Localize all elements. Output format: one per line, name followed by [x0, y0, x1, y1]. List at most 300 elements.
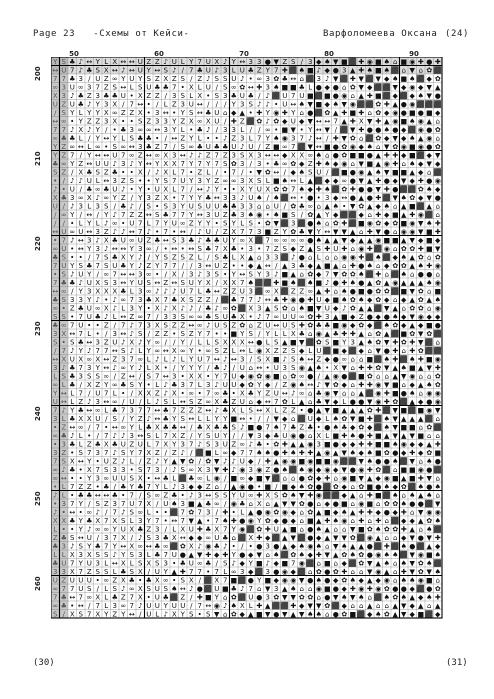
stitch-symbol: L	[62, 483, 66, 491]
stitch-symbol: ▼	[427, 364, 433, 372]
stitch-symbol: ■	[400, 168, 407, 176]
stitch-symbol: 7	[189, 287, 193, 295]
stitch-symbol: Y	[256, 381, 262, 389]
stitch-symbol: ∞	[197, 559, 203, 567]
stitch-symbol: ⬛	[416, 541, 425, 550]
stitch-symbol: •	[87, 321, 91, 329]
stitch-symbol: 3	[172, 372, 176, 380]
stitch-symbol: ▼	[282, 593, 288, 601]
stitch-symbol: ⬛	[314, 91, 323, 100]
stitch-symbol: ◉	[248, 372, 254, 380]
stitch-symbol: ♣	[154, 551, 160, 559]
stitch-symbol: L	[164, 100, 168, 108]
stitch-symbol: Y	[69, 160, 75, 168]
stitch-symbol: ⌂	[402, 491, 406, 499]
stitch-symbol: Z	[95, 381, 100, 389]
stitch-symbol: ∞	[129, 151, 135, 159]
stitch-symbol: ♣	[129, 576, 135, 584]
stitch-symbol: ✿	[282, 398, 288, 406]
stitch-symbol: 3	[96, 92, 100, 100]
stitch-symbol: S	[147, 491, 152, 499]
stitch-symbol: ▼	[401, 610, 407, 618]
stitch-symbol: ✿	[375, 296, 381, 304]
stitch-symbol: ✚	[392, 338, 398, 346]
stitch-symbol: Z	[197, 406, 202, 414]
stitch-symbol: •	[266, 211, 270, 219]
stitch-symbol: ◉	[367, 58, 373, 66]
stitch-symbol: ✿	[341, 185, 347, 193]
stitch-symbol: 3	[215, 440, 219, 448]
stitch-symbol: Y	[171, 440, 177, 448]
stitch-symbol: Y	[256, 517, 262, 525]
stitch-symbol: ✿	[367, 525, 373, 533]
stitch-symbol: ↔	[52, 228, 58, 236]
stitch-symbol: ⌂	[436, 211, 440, 219]
stitch-symbol: ♪	[249, 440, 253, 448]
stitch-symbol: U	[223, 440, 228, 448]
stitch-symbol: ♣	[231, 211, 237, 219]
stitch-symbol: 7	[121, 406, 125, 414]
stitch-symbol: /	[105, 330, 108, 338]
stitch-symbol: ♣	[299, 228, 305, 236]
stitch-symbol: ⌂	[215, 483, 219, 491]
stitch-symbol: ♪	[223, 457, 227, 465]
stitch-symbol: S	[257, 355, 262, 363]
stitch-symbol: ♣	[112, 406, 118, 414]
stitch-symbol: Y	[129, 279, 135, 287]
stitch-symbol: ♠	[401, 500, 407, 508]
stitch-symbol: L	[155, 610, 159, 618]
stitch-symbol: •	[70, 253, 74, 261]
stitch-symbol: ⬛	[272, 533, 281, 542]
stitch-symbol: ♪	[70, 126, 74, 134]
stitch-symbol: ◆	[333, 508, 339, 516]
stitch-symbol: U	[172, 58, 177, 66]
stitch-symbol: 7	[155, 440, 159, 448]
stitch-symbol: ▲	[410, 296, 416, 304]
stitch-symbol: Y	[146, 338, 152, 346]
stitch-symbol: ▲	[172, 568, 178, 576]
stitch-symbol: ∞	[78, 83, 84, 91]
stitch-symbol: L	[130, 517, 134, 525]
stitch-symbol: ▲	[308, 245, 314, 253]
stitch-symbol: ◆	[393, 253, 399, 261]
stitch-symbol: ♣	[222, 406, 228, 414]
stitch-symbol: 3	[325, 194, 329, 202]
stitch-symbol: L	[198, 338, 202, 346]
stitch-symbol: Z	[274, 245, 279, 253]
stitch-symbol: ↔	[86, 406, 92, 414]
stitch-symbol: ⌂	[300, 585, 304, 593]
stitch-symbol: ♠	[401, 253, 407, 261]
stitch-symbol: ♪	[325, 279, 329, 287]
stitch-symbol: ∞	[61, 211, 67, 219]
stitch-symbol: ✿	[435, 381, 441, 389]
stitch-symbol: L	[164, 355, 168, 363]
stitch-symbol: ⬛	[433, 524, 442, 533]
stitch-symbol: 3	[96, 245, 100, 253]
stitch-symbol: Z	[180, 117, 185, 125]
stitch-symbol: L	[138, 347, 142, 355]
stitch-symbol: ♪	[206, 185, 210, 193]
stitch-symbol: L	[104, 58, 108, 66]
stitch-symbol: ✚	[392, 160, 398, 168]
stitch-symbol: 7	[87, 610, 91, 618]
stitch-symbol: X	[87, 415, 92, 423]
stitch-symbol: ▲	[325, 372, 331, 380]
stitch-symbol: •	[240, 262, 244, 270]
stitch-symbol: ■	[281, 211, 288, 219]
stitch-symbol: U	[155, 593, 160, 601]
stitch-symbol: ♠	[299, 304, 305, 312]
stitch-symbol: ♪	[172, 466, 176, 474]
stitch-symbol: 7	[147, 406, 151, 414]
stitch-symbol: ■	[349, 474, 356, 482]
stitch-symbol: ▲	[393, 602, 399, 610]
stitch-symbol: Y	[180, 338, 186, 346]
stitch-symbol: ▼	[410, 66, 416, 74]
stitch-symbol: 3	[240, 177, 244, 185]
stitch-symbol: U	[291, 313, 296, 321]
stitch-symbol: ♪	[104, 219, 108, 227]
stitch-symbol: Z	[104, 228, 109, 236]
stitch-symbol: ✿	[418, 347, 424, 355]
stitch-symbol: ↔	[120, 245, 126, 253]
stitch-symbol: ◉	[231, 500, 237, 508]
stitch-symbol: ▼	[410, 287, 416, 295]
stitch-symbol: ▼	[342, 449, 348, 457]
stitch-symbol: ●	[367, 313, 373, 321]
stitch-symbol: ♠	[316, 610, 322, 618]
stitch-symbol: ■	[426, 236, 433, 244]
stitch-symbol: ∞	[205, 534, 211, 542]
stitch-symbol: ⬛	[391, 329, 400, 338]
stitch-symbol: ∞	[154, 347, 160, 355]
stitch-symbol: S	[113, 415, 118, 423]
stitch-symbol: ◆	[308, 185, 314, 193]
stitch-symbol: ♪	[96, 194, 100, 202]
stitch-symbol: ✿	[375, 466, 381, 474]
stitch-symbol: ▲	[333, 551, 339, 559]
stitch-symbol: L	[189, 92, 193, 100]
stitch-symbol: •	[147, 381, 151, 389]
stitch-symbol: ◉	[316, 330, 322, 338]
stitch-symbol: U	[53, 398, 58, 406]
stitch-symbol: ↔	[265, 296, 271, 304]
stitch-symbol: ●	[307, 109, 313, 117]
stitch-symbol: ●	[435, 321, 441, 329]
stitch-symbol: 3	[96, 338, 100, 346]
stitch-symbol: Y	[205, 160, 211, 168]
stitch-symbol: ∞	[307, 287, 313, 295]
stitch-symbol: ✚	[222, 508, 228, 516]
stitch-symbol: 3	[266, 568, 270, 576]
stitch-symbol: Z	[291, 406, 296, 414]
stitch-symbol: ♪	[130, 347, 134, 355]
stitch-symbol: ●	[350, 287, 356, 295]
stitch-symbol: ▲	[342, 406, 348, 414]
stitch-symbol: ◆	[401, 517, 407, 525]
stitch-symbol: /	[139, 457, 142, 465]
stitch-symbol: ⌂	[317, 593, 321, 601]
stitch-symbol: 3	[79, 296, 83, 304]
stitch-symbol: U	[138, 236, 143, 244]
stitch-symbol: ▼	[274, 58, 280, 66]
stitch-symbol: S	[121, 347, 126, 355]
stitch-symbol: •	[198, 347, 202, 355]
stitch-symbol: Y	[86, 245, 92, 253]
stitch-symbol: ♠	[384, 423, 390, 431]
stitch-symbol: ♠	[256, 449, 262, 457]
stitch-symbol: ⌂	[393, 466, 397, 474]
stitch-symbol: ⬛	[255, 567, 264, 576]
stitch-symbol: ♣	[341, 423, 347, 431]
stitch-symbol: 7	[79, 313, 83, 321]
stitch-symbol: ●	[392, 449, 398, 457]
stitch-symbol: L	[113, 313, 117, 321]
stitch-symbol: ●	[256, 542, 262, 550]
stitch-symbol: ♣	[214, 236, 220, 244]
stitch-symbol: ◆	[401, 126, 407, 134]
stitch-symbol: ♠	[299, 483, 305, 491]
stitch-symbol: ●	[384, 347, 390, 355]
stitch-symbol: /	[326, 168, 329, 176]
stitch-symbol: /	[216, 508, 219, 516]
stitch-symbol: ⬛	[399, 397, 408, 406]
stitch-symbol: ♣	[222, 398, 228, 406]
stitch-symbol: Y	[180, 202, 186, 210]
stitch-symbol: L	[147, 440, 151, 448]
stitch-symbol: ♠	[426, 593, 432, 601]
stitch-symbol: ●	[401, 109, 407, 117]
stitch-symbol: 7	[62, 236, 66, 244]
row-label-200: 200	[34, 71, 42, 81]
stitch-symbol: ▼	[248, 432, 254, 440]
stitch-symbol: ▲	[291, 610, 297, 618]
stitch-symbol: ♠	[316, 236, 322, 244]
stitch-symbol: ▲	[367, 168, 373, 176]
stitch-symbol: 3	[198, 177, 202, 185]
stitch-symbol: S	[79, 542, 84, 550]
stitch-symbol: 7	[172, 406, 176, 414]
stitch-symbol: ⬛	[433, 99, 442, 108]
stitch-symbol: ♣	[171, 423, 177, 431]
stitch-symbol: ♪	[79, 66, 83, 74]
stitch-symbol: ↔	[197, 185, 203, 193]
stitch-symbol: ♪	[79, 279, 83, 287]
stitch-symbol: ▼	[435, 245, 441, 253]
stitch-symbol: ♣	[78, 92, 84, 100]
stitch-symbol: Z	[282, 347, 287, 355]
stitch-symbol: S	[181, 313, 186, 321]
stitch-symbol: 3	[240, 355, 244, 363]
stitch-symbol: ●	[324, 423, 330, 431]
stitch-symbol: L	[147, 398, 151, 406]
stitch-symbol: U	[87, 304, 92, 312]
stitch-symbol: ✚	[341, 279, 347, 287]
stitch-symbol: ∞	[95, 143, 101, 151]
stitch-symbol: X	[155, 321, 160, 329]
stitch-symbol: ⌂	[427, 372, 431, 380]
stitch-symbol: 7	[53, 126, 57, 134]
stitch-symbol: ♠	[384, 551, 390, 559]
stitch-symbol: /	[216, 296, 219, 304]
stitch-symbol: S	[291, 58, 296, 66]
stitch-symbol: S	[181, 279, 186, 287]
stitch-symbol: ↔	[316, 134, 322, 142]
stitch-symbol: •	[130, 168, 134, 176]
stitch-symbol: ⌂	[359, 602, 363, 610]
stitch-symbol: ⌂	[436, 134, 440, 142]
stitch-symbol: X	[248, 177, 253, 185]
stitch-symbol: ◆	[427, 151, 433, 159]
stitch-symbol: /	[80, 211, 83, 219]
stitch-symbol: ♪	[87, 347, 91, 355]
stitch-symbol: •	[53, 483, 57, 491]
stitch-symbol: ▲	[359, 304, 365, 312]
stitch-symbol: ⬛	[348, 57, 357, 66]
stitch-symbol: ♠	[358, 270, 364, 278]
stitch-symbol: 3	[62, 440, 66, 448]
stitch-symbol: ◉	[256, 211, 262, 219]
stitch-symbol: ◉	[307, 542, 313, 550]
stitch-symbol: L	[198, 83, 202, 91]
stitch-symbol: ♪	[189, 491, 193, 499]
stitch-symbol: X	[316, 432, 321, 440]
stitch-symbol: ◆	[333, 576, 339, 584]
stitch-symbol: Z	[231, 321, 236, 329]
stitch-symbol: /	[156, 313, 159, 321]
stitch-symbol: 3	[53, 568, 57, 576]
stitch-symbol: S	[138, 559, 143, 567]
stitch-symbol: ✚	[367, 364, 373, 372]
stitch-symbol: /	[258, 92, 261, 100]
stitch-symbol: ∞	[52, 245, 58, 253]
stitch-symbol: 3	[130, 432, 134, 440]
stitch-symbol: ♣	[171, 296, 177, 304]
stitch-symbol: ●	[256, 593, 262, 601]
stitch-symbol: ∞	[120, 602, 126, 610]
stitch-symbol: ⌂	[393, 58, 397, 66]
stitch-symbol: ■	[426, 551, 433, 559]
stitch-symbol: Y	[214, 185, 220, 193]
stitch-symbol: U	[121, 92, 126, 100]
stitch-symbol: ♠	[307, 610, 313, 618]
stitch-symbol: S	[215, 491, 220, 499]
stitch-symbol: U	[172, 551, 177, 559]
stitch-symbol: L	[96, 177, 100, 185]
stitch-symbol: •	[70, 449, 74, 457]
stitch-symbol: /	[190, 593, 193, 601]
stitch-symbol: Y	[171, 415, 177, 423]
stitch-symbol: Z	[282, 381, 287, 389]
stitch-symbol: ♣	[61, 534, 67, 542]
stitch-symbol: ♠	[290, 449, 296, 457]
stitch-symbol: S	[130, 474, 135, 482]
stitch-symbol: ✿	[350, 534, 356, 542]
stitch-symbol: ♣	[120, 381, 126, 389]
stitch-symbol: ⌂	[351, 517, 355, 525]
stitch-symbol: ♠	[324, 160, 330, 168]
stitch-symbol: X	[78, 168, 83, 176]
stitch-symbol: ↔	[69, 330, 75, 338]
stitch-symbol: 3	[172, 92, 176, 100]
stitch-symbol: /	[88, 253, 91, 261]
stitch-symbol: X	[121, 559, 126, 567]
stitch-symbol: ◆	[418, 160, 424, 168]
stitch-symbol: X	[95, 287, 100, 295]
stitch-symbol: ■	[409, 474, 416, 482]
stitch-symbol: ∞	[197, 313, 203, 321]
stitch-symbol: ✚	[367, 466, 373, 474]
stitch-symbol: ▼	[333, 270, 339, 278]
stitch-symbol: ●	[358, 262, 364, 270]
stitch-symbol: ▼	[342, 228, 348, 236]
stitch-symbol: ♠	[316, 151, 322, 159]
stitch-symbol: L	[62, 551, 66, 559]
stitch-symbol: ↔	[120, 313, 126, 321]
stitch-symbol: ▲	[359, 406, 365, 414]
stitch-symbol: ✿	[375, 109, 381, 117]
stitch-symbol: ♠	[273, 83, 279, 91]
stitch-symbol: •	[70, 602, 74, 610]
stitch-symbol: ♠	[384, 58, 390, 66]
stitch-symbol: ♣	[78, 304, 84, 312]
stitch-symbol: ∞	[52, 474, 58, 482]
stitch-symbol: 7	[104, 347, 108, 355]
stitch-symbol: •	[96, 576, 100, 584]
stitch-symbol: ✚	[384, 185, 390, 193]
stitch-symbol: ⌂	[266, 202, 270, 210]
stitch-symbol: ♪	[121, 66, 125, 74]
stitch-symbol: •	[300, 126, 304, 134]
stitch-symbol: ↔	[120, 270, 126, 278]
stitch-symbol: 7	[189, 440, 193, 448]
stitch-symbol: ♪	[232, 559, 236, 567]
stitch-symbol: /	[258, 126, 261, 134]
stitch-symbol: ■	[341, 58, 348, 66]
stitch-symbol: ⌂	[334, 287, 338, 295]
stitch-symbol: ■	[375, 440, 382, 448]
stitch-symbol: ♠	[350, 576, 356, 584]
stitch-symbol: ⬛	[365, 99, 374, 108]
stitch-symbol: ■	[392, 381, 399, 389]
stitch-symbol: ∞	[52, 602, 58, 610]
stitch-symbol: Y	[86, 457, 92, 465]
stitch-symbol: S	[62, 270, 67, 278]
stitch-symbol: •	[164, 517, 168, 525]
stitch-symbol: ◉	[375, 381, 381, 389]
stitch-symbol: ◉	[290, 576, 296, 584]
stitch-symbol: ✿	[392, 143, 398, 151]
stitch-symbol: ♣	[69, 58, 75, 66]
stitch-symbol: ⬛	[297, 533, 306, 542]
stitch-symbol: 7	[96, 466, 100, 474]
stitch-symbol: ♣	[103, 185, 109, 193]
stitch-symbol: ∞	[86, 355, 92, 363]
stitch-symbol: U	[129, 219, 134, 227]
stitch-symbol: 3	[317, 75, 321, 83]
stitch-symbol: S	[62, 296, 67, 304]
stitch-symbol: ⬛	[382, 465, 391, 474]
stitch-symbol: ∞	[146, 270, 152, 278]
stitch-symbol: •	[249, 313, 253, 321]
stitch-symbol: Y	[137, 304, 143, 312]
stitch-symbol: ♣	[163, 474, 169, 482]
stitch-symbol: ♣	[69, 75, 75, 83]
stitch-symbol: ↔	[248, 83, 254, 91]
stitch-symbol: L	[62, 381, 66, 389]
